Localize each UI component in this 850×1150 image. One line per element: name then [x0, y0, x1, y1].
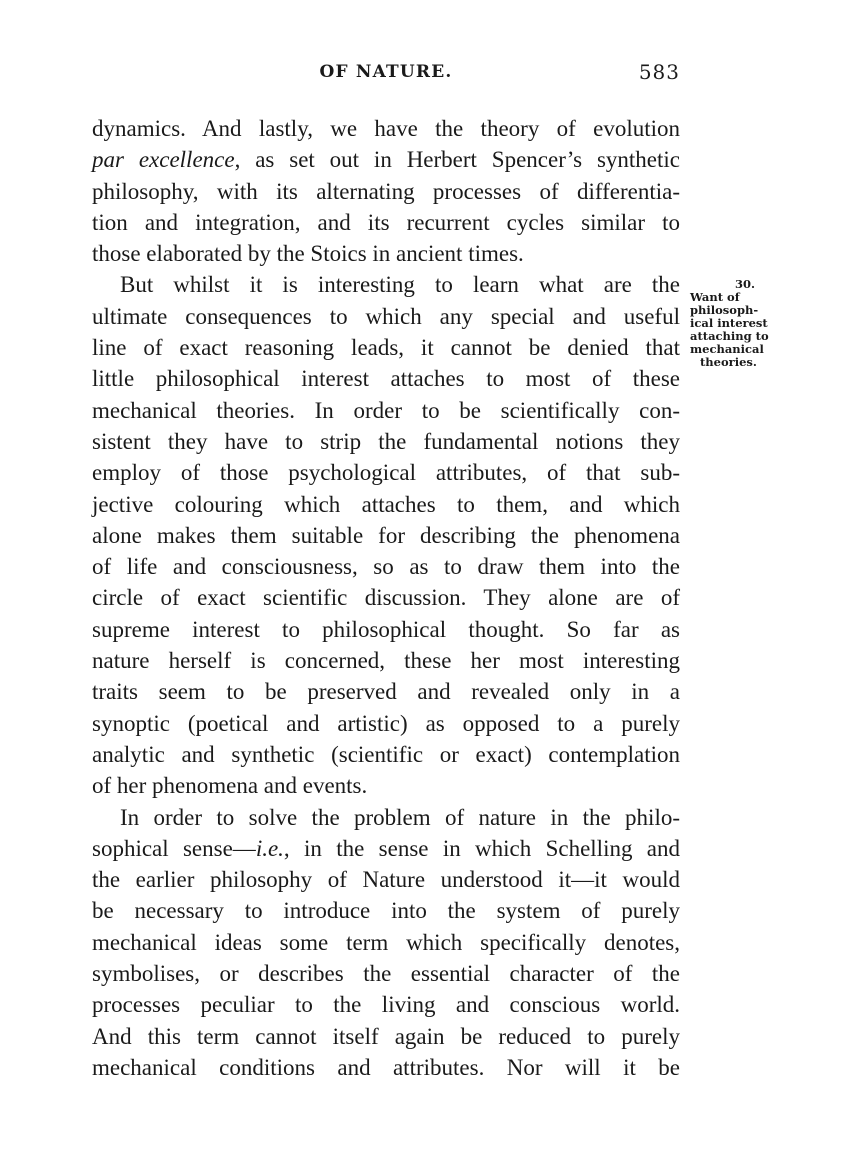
- text-line: [92, 1052, 680, 1083]
- text-run: those elaborated by the Stoics in ancient times.: [92, 241, 524, 267]
- text-run: analytic and synthetic (scientific or exact) contemplation: [92, 741, 680, 767]
- text-run: of life and consciousness, so as to draw them into the: [92, 554, 680, 580]
- text-run: sistent they have to strip the fundamental notions they: [92, 428, 680, 454]
- text-line: [92, 489, 680, 520]
- side-note-number: 30.: [734, 277, 755, 291]
- text-run: , as set out in Herbert Spencer’s synthetic: [234, 147, 680, 173]
- side-note-line: mechanical: [690, 342, 764, 356]
- text-line: [92, 739, 680, 770]
- side-note-line: attaching to: [690, 329, 769, 343]
- text-line: [92, 113, 680, 144]
- text-run: of her phenomena and events.: [92, 773, 368, 799]
- text-line: [92, 269, 680, 300]
- text-line: [92, 708, 680, 739]
- text-line: [92, 176, 680, 207]
- text-run: mechanical conditions and attributes. Nor will it be: [92, 1054, 680, 1080]
- text-run: processes peculiar to the living and conscious world.: [92, 992, 680, 1018]
- text-line: [92, 457, 680, 488]
- side-note-line: theories.: [700, 355, 757, 369]
- text-run: alone makes them suitable for describing the phenomena: [92, 522, 680, 548]
- text-run: little philosophical interest attaches to most of these: [92, 366, 680, 392]
- text-line: [92, 802, 680, 833]
- text-line: [92, 207, 680, 238]
- text-run: line of exact reasoning leads, it cannot be denied that: [92, 335, 680, 361]
- text-run: mechanical theories. In order to be scientifically con-: [92, 397, 680, 423]
- text-line: [92, 301, 680, 332]
- text-line: [92, 958, 680, 989]
- marginal-side-note: [690, 278, 800, 369]
- text-line: [92, 144, 680, 175]
- text-line: [92, 895, 680, 926]
- side-note-line: Want of: [690, 290, 740, 304]
- text-line: [92, 582, 680, 613]
- text-line: [92, 927, 680, 958]
- page-number: 583: [638, 60, 680, 84]
- text-run: circle of exact scientific discussion. They alone are of: [92, 585, 680, 611]
- text-run: mechanical ideas some term which specifically denotes,: [92, 929, 680, 955]
- text-line: [92, 363, 680, 394]
- text-run: And this term cannot itself again be reduced to purely: [92, 1023, 680, 1049]
- text-run: , in the sense in which Schelling and: [283, 835, 681, 861]
- running-head-title: OF NATURE.: [319, 62, 453, 82]
- text-run: tion and integration, and its recurrent cycles similar to: [92, 209, 680, 235]
- text-run: philosophy, with its alternating processes of differentia-: [92, 178, 680, 204]
- text-line: [92, 238, 680, 269]
- text-line: [92, 989, 680, 1020]
- side-note-line: ical interest: [690, 316, 768, 330]
- text-line: [92, 770, 680, 801]
- text-run: In order to solve the problem of nature in the philo-: [120, 804, 680, 830]
- body-text: [92, 113, 680, 1083]
- text-line: [92, 645, 680, 676]
- italic-text-run: par excellence: [92, 147, 235, 173]
- text-run: sophical sense—: [92, 835, 256, 861]
- text-line: [92, 395, 680, 426]
- text-run: jective colouring which attaches to them, and which: [92, 491, 680, 517]
- text-line: [92, 520, 680, 551]
- text-run: the earlier philosophy of Nature understood it—it would: [92, 867, 680, 893]
- text-line: [92, 1021, 680, 1052]
- text-run: symbolises, or describes the essential character of the: [92, 961, 680, 987]
- text-line: [92, 676, 680, 707]
- text-run: But whilst it is interesting to learn what are the: [120, 272, 680, 298]
- text-line: [92, 332, 680, 363]
- side-note-line: philosoph-: [690, 303, 759, 317]
- text-run: synoptic (poetical and artistic) as opposed to a purely: [92, 710, 680, 736]
- text-line: [92, 833, 680, 864]
- text-run: traits seem to be preserved and revealed only in a: [92, 679, 680, 705]
- text-run: dynamics. And lastly, we have the theory of evolution: [92, 116, 680, 141]
- text-run: ultimate consequences to which any special and useful: [92, 303, 680, 329]
- text-line: [92, 864, 680, 895]
- text-run: supreme interest to philosophical thought. So far as: [92, 616, 680, 642]
- text-line: [92, 551, 680, 582]
- text-run: be necessary to introduce into the system of purely: [92, 898, 680, 924]
- text-run: employ of those psychological attributes, of that sub-: [92, 460, 680, 486]
- text-run: nature herself is concerned, these her most interesting: [92, 648, 680, 674]
- text-line: [92, 426, 680, 457]
- italic-text-run: i.e.: [255, 835, 284, 861]
- text-line: [92, 614, 680, 645]
- running-head: [92, 60, 680, 90]
